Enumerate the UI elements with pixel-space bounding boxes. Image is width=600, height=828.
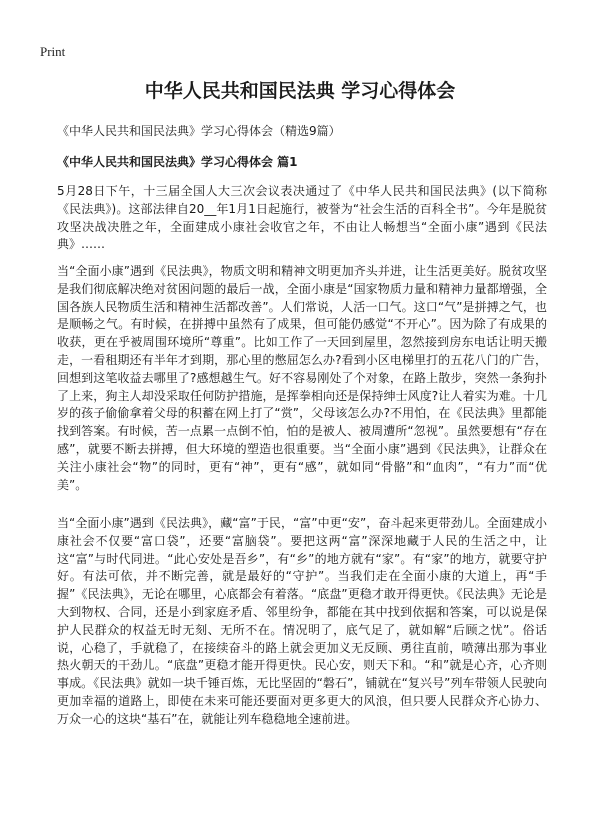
paragraph-2: 当“全面小康”遇到《民法典》，物质文明和精神文明更加齐头并进，让生活更美好。脱贫攻坚是我们彻底解决绝对贫困问题的最后一战，全面小康是“国家物质力量和精神力量都增强，全国各族人民物质生活和精神生活都改善”。人们常说，人活一口气。这口“气”是拼搏之气，也是顺畅之气。有时候，在拼搏中虽然有了成果，但可能仍感觉“不开心”。因为除了有成果的收获，更在乎被周围环境所“尊重”。比如工作了一天回到屋里，忽然接到房东电话让明天搬走，一看租期还有半年才到期，那心里的憋屈怎么办?看到小区电梯里打的五花八门的广告，回想到这笔收益去哪里了?感想越生气。好不容易刚处了个对象，在路上散步，突然一条狗扑了上来，狗主人却没采取任何防护措施，是挥拳相向还是保持绅士风度?让人着实为难。十几岁的孩子偷偷拿着父母的积蓄在网上打了“赏”，父母该怎么办?不用怕，在《民法典》里都能找到答案。有时候，苦一点累一点倒不怕，怕的是被人、被周遭所“忽视”。虽然要想有“存在感”，就要不断去拼搏，但大环境的塑造也很重要。当“全面小康”遇到《民法典》，让群众在关注小康社会“物”的同时，更有“神”，更有“感”，就如同“骨骼”和“血肉”，“有力”而“优美”。 (57, 264, 547, 492)
paragraph-3: 当“全面小康”遇到《民法典》，藏“富”于民，“富”中更“安”，奋斗起来更带劲儿。全面建成小康社会不仅要“富口袋”，还要“富脑袋”。要把这两“富”深深地藏于人民的生活之中，让这“富”与时代同进。“此心安处是吾乡”，有“乡”的地方就有“家”。有“家”的地方，就要守护好。有法可依，并不断完善，就是最好的“守护”。当我们走在全面小康的大道上，再“手握”《民法典》，无论在哪里，心底都会有着落。“底盘”更稳才敢开得更快。《民法典》无论是大到物权、合同，还是小到家庭矛盾、邻里纷争，都能在其中找到依据和答案，可以说是保护人民群众的权益无时无刻、无所不在。情况明了，底气足了，就如解“后顾之忧”。俗话说，心稳了，手就稳了，在接续奋斗的路上就会更加义无反顾、勇往直前，喷薄出那为事业热火朝天的干劲儿。“底盘”更稳才能开得更快。民心安，则天下和。“和”就是心齐，心齐则事成。《民法典》就如一块千锤百炼，无比坚固的“磐石”，铺就在“复兴号”列车带领人民驶向更加幸福的道路上，即使在未来可能还要面对更多更大的风浪，但只要人民群众齐心协力、万众一心的这块“基石”在，就能让列车稳稳地全速前进。 (57, 516, 547, 726)
section-heading: 《中华人民共和国民法典》学习心得体会 篇1 (57, 155, 298, 169)
paragraph-1: 5月28日下午，十三届全国人大三次会议表决通过了《中华人民共和国民法典》(以下简称《民法典》)。这部法律自20__年1月1日起施行，被誉为“社会生活的百科全书”。今年是脱贫攻坚决战决胜之年，全面建成小康社会收官之年，不由让人畅想当“全面小康”遇到《民法典》…… (57, 184, 547, 252)
document-subtitle: 《中华人民共和国民法典》学习心得体会（精选9篇） (57, 124, 341, 138)
page-title: 中华人民共和国民法典 学习心得体会 (144, 80, 456, 102)
print-link[interactable]: Print (40, 44, 66, 59)
